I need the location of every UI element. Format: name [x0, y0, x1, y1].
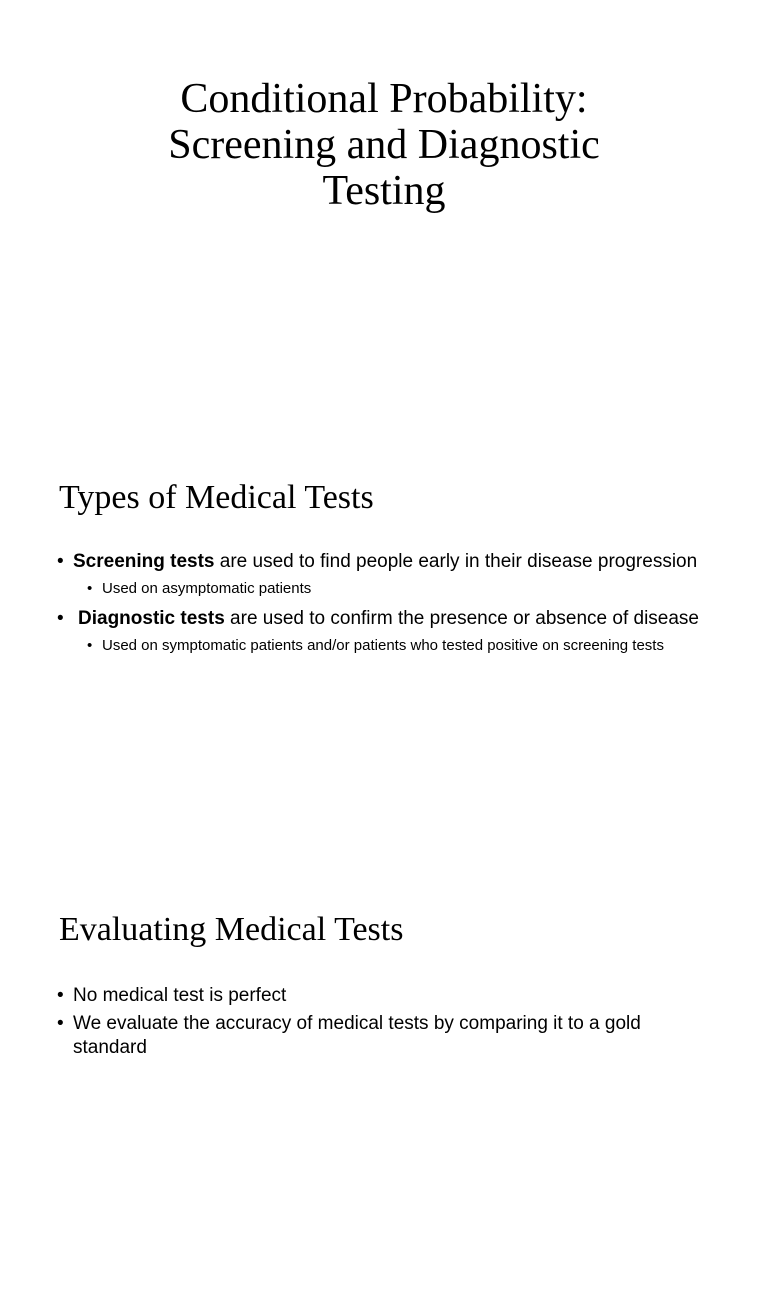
bullet-list — [56, 550, 708, 664]
slide-title — [60, 76, 708, 214]
slide-heading: Types of Medical Tests — [59, 479, 374, 516]
bullet-item — [56, 607, 708, 631]
bullet-icon: • — [87, 637, 93, 654]
sub-bullet-text: Used on asymptomatic patients — [102, 580, 312, 597]
bullet-icon: • — [57, 551, 64, 572]
title-line: Screening and Diagnostic — [168, 122, 600, 168]
sub-bullet-item — [56, 578, 708, 599]
bullet-bold-term: Screening tests — [73, 551, 215, 572]
bullet-item — [56, 550, 708, 574]
bullet-text: We evaluate the accuracy of medical tests by comparing it to a gold standard — [73, 1013, 641, 1058]
bullet-list — [56, 984, 708, 1064]
bullet-bold-term: Diagnostic tests — [78, 608, 225, 629]
bullet-icon: • — [57, 1013, 64, 1034]
slide-heading: Evaluating Medical Tests — [59, 911, 404, 948]
bullet-icon: • — [87, 580, 93, 597]
sub-bullet-text: Used on symptomatic patients and/or patients who tested positive on screening tests — [102, 637, 664, 654]
bullet-text: are used to confirm the presence or absence of disease — [224, 608, 699, 629]
title-line: Testing — [322, 168, 446, 214]
types-of-tests-slide — [0, 434, 768, 866]
title-line: Conditional Probability: — [180, 76, 588, 122]
title-slide — [0, 0, 768, 432]
bullet-text: are used to find people early in their disease progression — [214, 551, 698, 572]
bullet-item — [56, 1012, 708, 1060]
bullet-icon: • — [57, 608, 64, 629]
evaluating-tests-slide — [0, 868, 768, 1300]
sub-bullet-item — [56, 635, 708, 656]
bullet-item — [56, 984, 708, 1008]
bullet-icon: • — [57, 985, 64, 1006]
bullet-text: No medical test is perfect — [73, 985, 287, 1006]
